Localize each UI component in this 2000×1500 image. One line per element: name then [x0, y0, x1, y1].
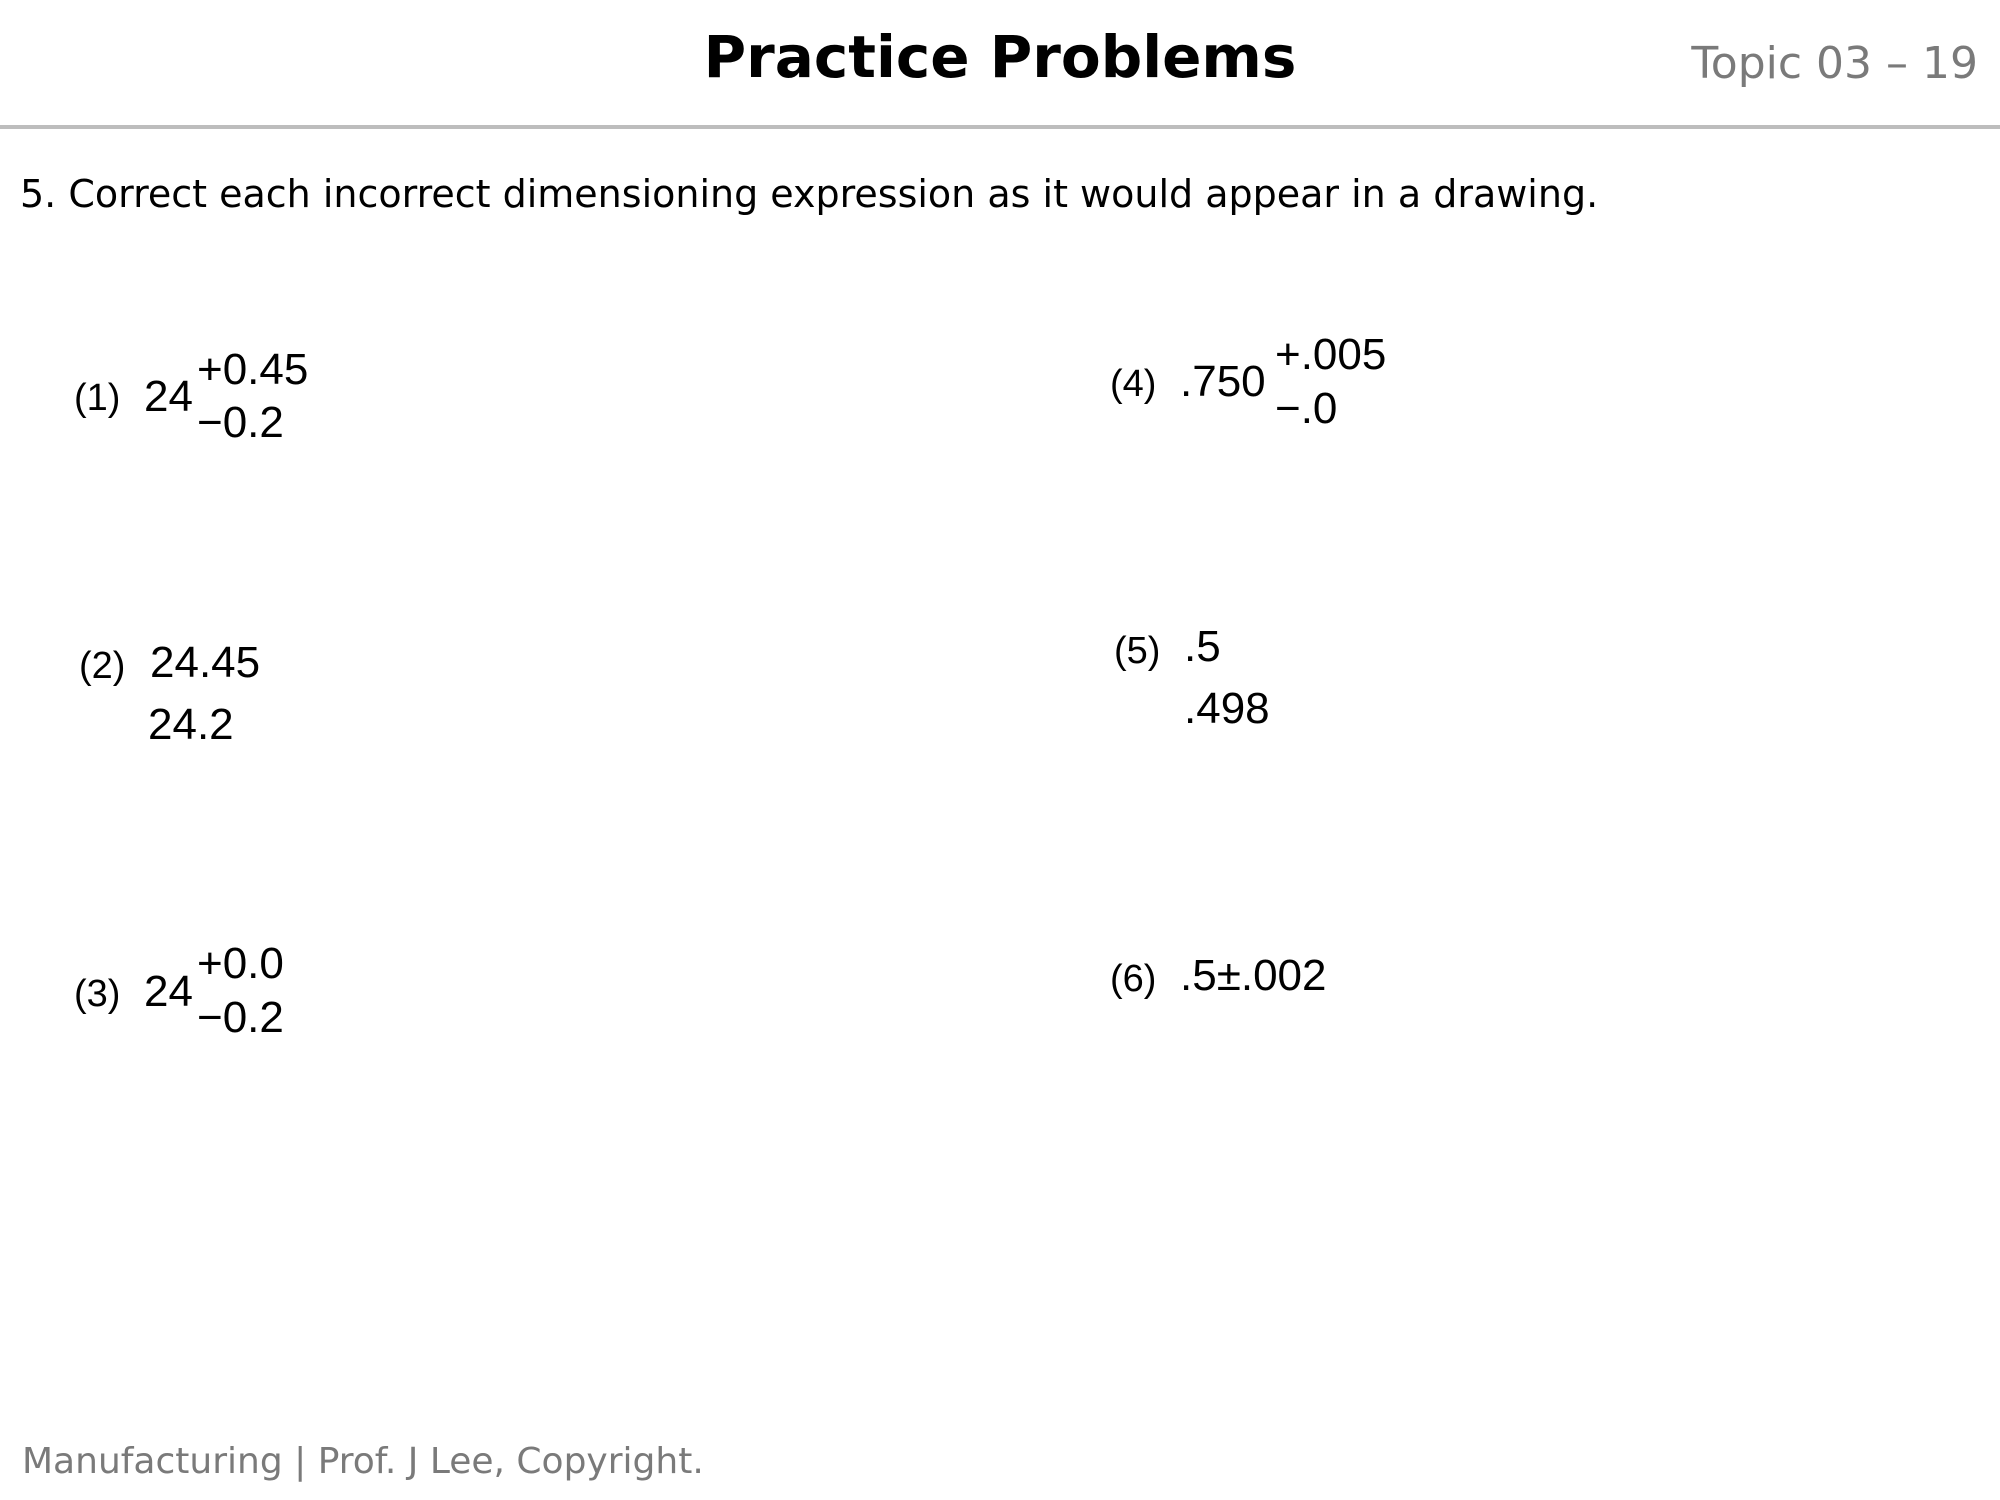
problem-number: (4): [1110, 363, 1157, 405]
base-dimension: 24: [144, 372, 193, 421]
question-text: 5. Correct each incorrect dimensioning expression as it would appear in a drawing.: [20, 172, 1599, 216]
problem-number: (3): [74, 973, 121, 1015]
lower-limit: .498: [1184, 684, 1270, 733]
lower-tolerance: −0.2: [197, 993, 284, 1042]
lower-limit: 24.2: [148, 700, 234, 749]
dimension-with-tolerance: .5±.002: [1180, 951, 1327, 1000]
upper-tolerance: +0.45: [197, 345, 309, 394]
page-title: Practice Problems: [703, 23, 1297, 91]
problem-number: (2): [79, 645, 126, 687]
upper-limit: 24.45: [150, 638, 261, 687]
base-dimension: 24: [144, 967, 193, 1016]
upper-tolerance: +.005: [1275, 330, 1387, 379]
topic-label: Topic 03 – 19: [1691, 38, 1978, 89]
base-dimension: .750: [1180, 357, 1266, 406]
footer-text: Manufacturing | Prof. J Lee, Copyright.: [22, 1441, 704, 1482]
problem-number: (5): [1114, 630, 1161, 672]
problem-number: (6): [1110, 958, 1157, 1000]
header-divider: [0, 125, 2000, 129]
lower-tolerance: −.0: [1275, 384, 1338, 433]
problem-number: (1): [74, 377, 121, 419]
upper-tolerance: +0.0: [197, 939, 284, 988]
lower-tolerance: −0.2: [197, 398, 284, 447]
upper-limit: .5: [1184, 622, 1221, 671]
